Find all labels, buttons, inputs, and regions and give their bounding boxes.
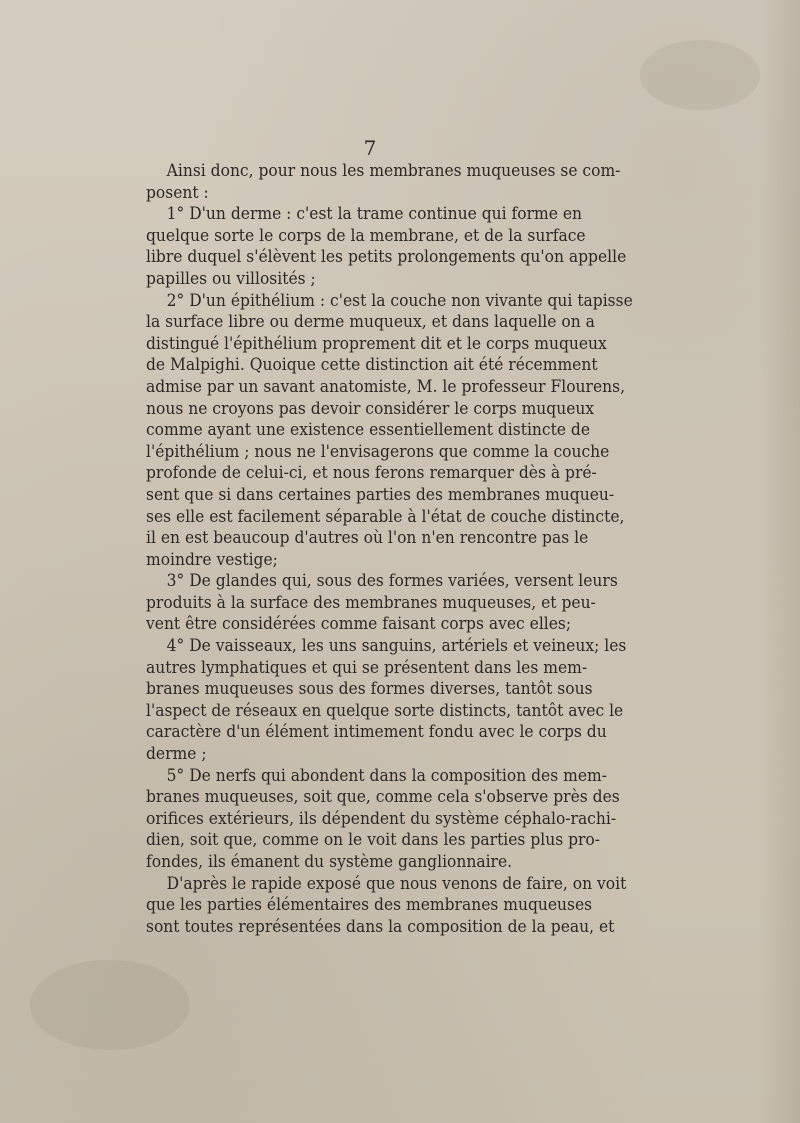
text-line: 5° De nerfs qui abondent dans la composition des mem- (166, 765, 607, 785)
text-line: papilles ou villosités ; (146, 268, 316, 288)
text-line: orifices extérieurs, ils dépendent du système céphalo-rachi- (146, 808, 617, 828)
text-line: autres lymphatiques et qui se présentent dans les mem- (146, 657, 588, 677)
text-line: fondes, ils émanent du système ganglionnaire. (146, 852, 513, 871)
text-line: derme ; (146, 744, 207, 764)
text-line: sent que si dans certaines parties des membranes muqueu- (146, 484, 615, 504)
page-number: 7 (363, 136, 377, 160)
text-line: 2° D'un épithélium : c'est la couche non vivante qui tapisse (166, 290, 633, 310)
page-edge-shadow (760, 0, 800, 1123)
text-line: libre duquel s'élèvent les petits prolongements qu'on appelle (146, 247, 627, 267)
text-line: produits à la surface des membranes muqueuses, et peu- (146, 592, 596, 612)
text-line: comme ayant une existence essentiellement distincte de (146, 420, 591, 440)
text-line: 4° De vaisseaux, les uns sanguins, artériels et veineux; les (166, 636, 627, 656)
text-line: vent être considérées comme faisant corps avec elles; (146, 614, 572, 634)
text-line: que les parties élémentaires des membranes muqueuses (146, 895, 593, 915)
text-line: 3° De glandes qui, sous des formes variées, versent leurs (166, 571, 618, 591)
paper-stain (30, 960, 190, 1050)
text-line: l'aspect de réseaux en quelque sorte distincts, tantôt avec le (146, 700, 624, 720)
text-line: la surface libre ou derme muqueux, et dans laquelle on a (146, 312, 595, 332)
text-line: sont toutes représentées dans la composition de la peau, et (146, 916, 615, 936)
text-line: profonde de celui-ci, et nous ferons remarquer dès à pré- (146, 463, 597, 483)
text-line: admise par un savant anatomiste, M. le professeur Flourens, (146, 376, 626, 396)
text-line: posent : (146, 182, 209, 202)
text-line: dien, soit que, comme on le voit dans les parties plus pro- (146, 830, 601, 850)
text-line: branes muqueuses, soit que, comme cela s'observe près des (146, 787, 620, 807)
text-line: nous ne croyons pas devoir considérer le corps muqueux (146, 398, 595, 418)
text-line: branes muqueuses sous des formes diverses, tantôt sous (146, 679, 593, 699)
text-line: il en est beaucoup d'autres où l'on n'en rencontre pas le (146, 528, 589, 548)
text-line: de Malpighi. Quoique cette distinction ait été récemment (146, 355, 598, 375)
text-line: caractère d'un élément intimement fondu avec le corps du (146, 722, 607, 742)
text-line: 1° D'un derme : c'est la trame continue qui forme en (166, 204, 583, 224)
text-line: moindre vestige; (146, 549, 278, 569)
text-line: quelque sorte le corps de la membrane, et de la surface (146, 225, 586, 245)
text-line: ses elle est facilement séparable à l'état de couche distincte, (146, 506, 625, 526)
text-line: l'épithélium ; nous ne l'envisagerons que comme la couche (146, 441, 610, 461)
text-line: D'après le rapide exposé que nous venons de faire, on voit (166, 873, 627, 893)
paper-stain (640, 40, 760, 110)
text-line: distingué l'épithélium proprement dit et le corps muqueux (146, 333, 607, 353)
text-line: Ainsi donc, pour nous les membranes muqueuses se com- (166, 161, 621, 180)
body-text (146, 160, 633, 937)
